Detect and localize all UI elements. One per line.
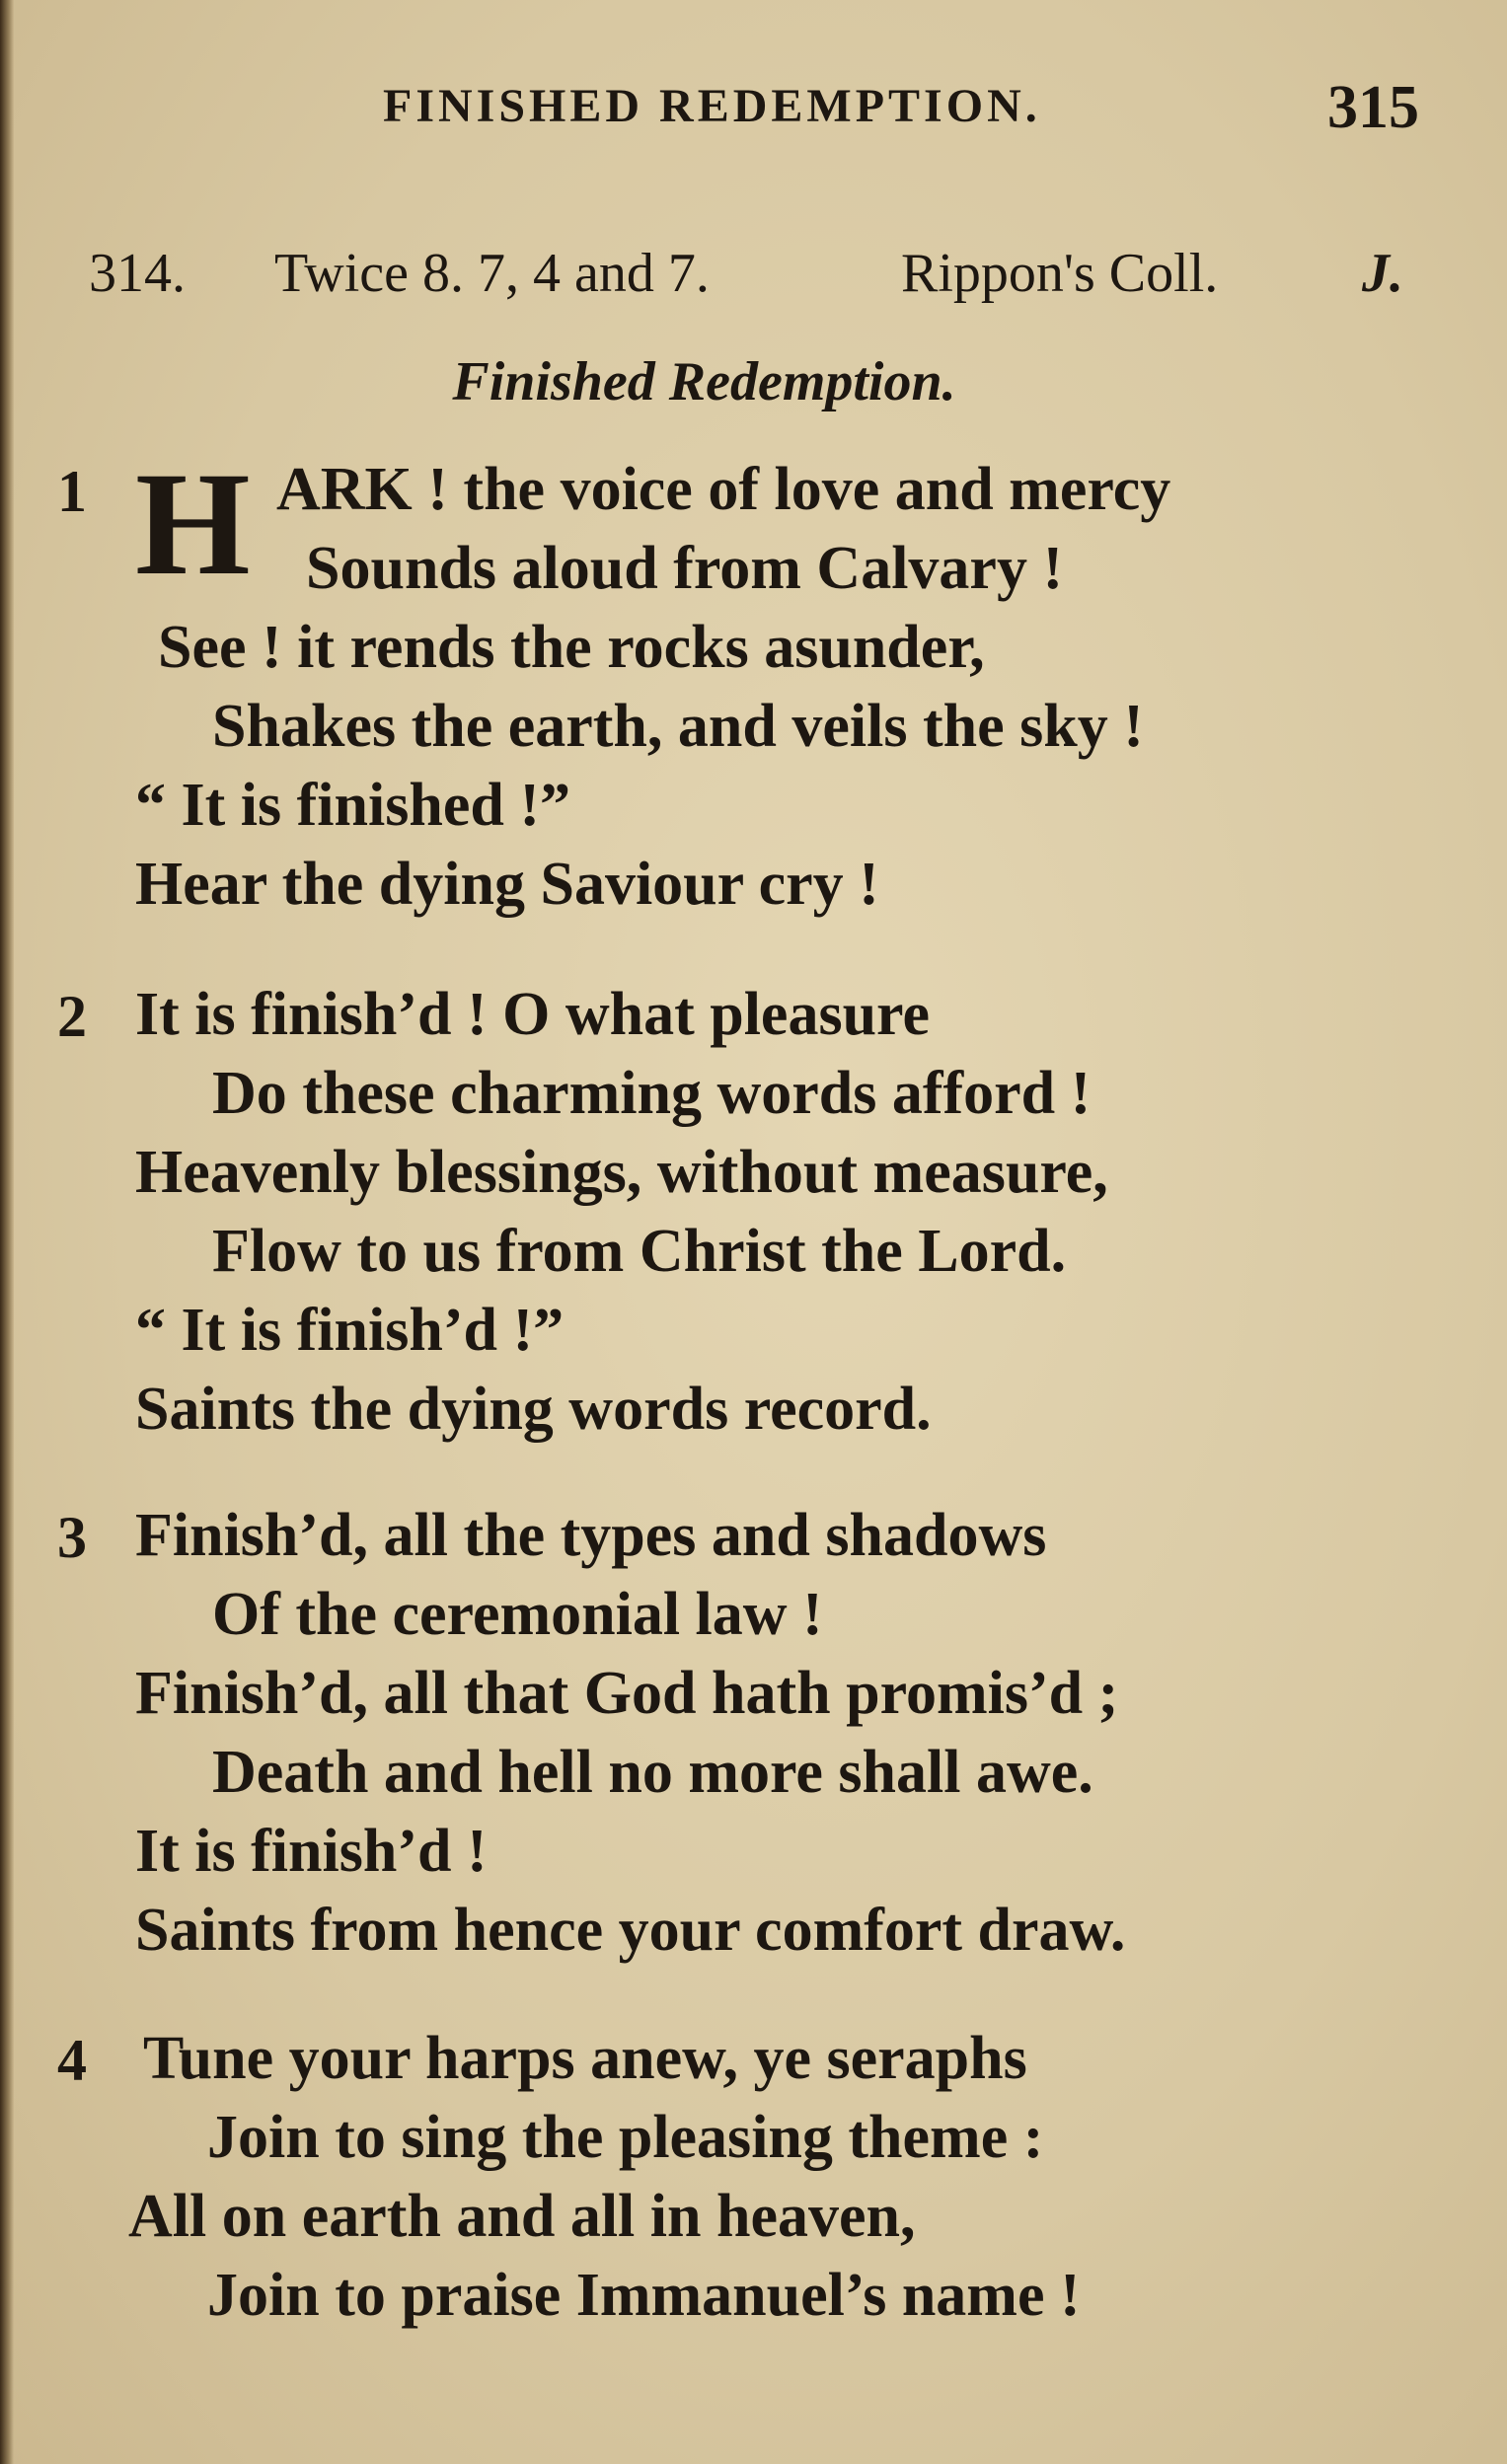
- stanza-number: 2: [57, 984, 87, 1049]
- hymn-title: [0, 350, 1507, 413]
- verse-line: See ! it rends the rocks asunder,: [158, 614, 985, 681]
- hymn-title-text: Finished Redemption.: [452, 351, 956, 412]
- page-header: [0, 74, 1507, 148]
- verse-line: Saints from hence your comfort draw.: [135, 1897, 1126, 1964]
- stanza-number: 1: [57, 459, 87, 524]
- verse-line: It is finish’d !: [135, 1818, 488, 1885]
- verse-line: All on earth and all in heaven,: [128, 2183, 916, 2250]
- stanza-number: 3: [57, 1505, 87, 1570]
- verse-line: Join to sing the pleasing theme :: [207, 2104, 1044, 2171]
- verse-line: ARK ! the voice of love and mercy: [276, 456, 1171, 523]
- hymn-meter: Twice 8. 7, 4 and 7.: [274, 243, 710, 304]
- verse-line: Heavenly blessings, without measure,: [135, 1139, 1108, 1206]
- verse-line: Death and hell no more shall awe.: [212, 1739, 1093, 1806]
- verse-line: Sounds aloud from Calvary !: [306, 535, 1064, 602]
- verse-line: “ It is finished !”: [135, 772, 570, 839]
- verse-line: Finish’d, all that God hath promis’d ;: [135, 1660, 1119, 1727]
- verse-line: It is finish’d ! O what pleasure: [135, 981, 930, 1048]
- verse-line: Do these charming words afford !: [212, 1060, 1092, 1127]
- verse-line: “ It is finish’d !”: [135, 1297, 565, 1364]
- verse-line: Finish’d, all the types and shadows: [135, 1502, 1047, 1569]
- hymn-author-mark: J.: [1362, 243, 1403, 304]
- stanza-number: 4: [57, 2028, 87, 2093]
- verse-line: Join to praise Immanuel’s name !: [207, 2262, 1081, 2329]
- running-title: FINISHED REDEMPTION.: [383, 80, 1041, 132]
- verse-line: Hear the dying Saviour cry !: [135, 851, 879, 918]
- hymn-source: Rippon's Coll.: [901, 243, 1219, 304]
- verse-line: Saints the dying words record.: [135, 1376, 932, 1443]
- page-number: 315: [1327, 74, 1419, 141]
- verse-line: Tune your harps anew, ye seraphs: [143, 2025, 1027, 2092]
- verse-line: Flow to us from Christ the Lord.: [212, 1218, 1067, 1285]
- verse-line: Of the ceremonial law !: [212, 1581, 823, 1648]
- verse-line: Shakes the earth, and veils the sky !: [212, 693, 1144, 760]
- drop-cap: H: [135, 442, 251, 606]
- hymn-number: 314.: [89, 243, 186, 304]
